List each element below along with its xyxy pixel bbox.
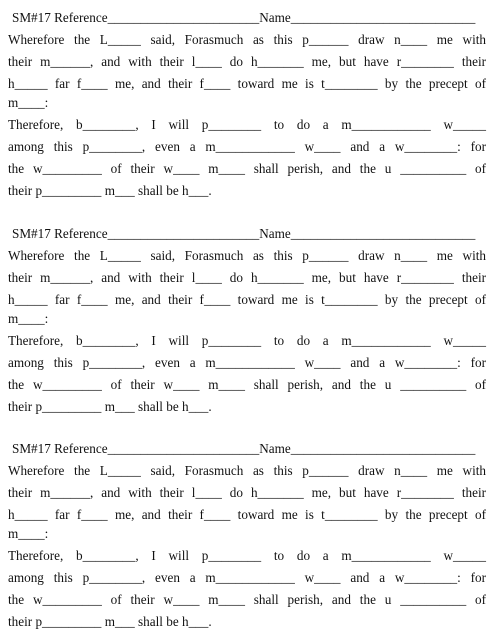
verse-line-8: their p_________ m___ shall be h___. <box>8 399 212 414</box>
worksheet-1 <box>0 0 494 208</box>
verse-line-6: among this p________, even a m____________ w____ and a w________: for <box>8 570 486 585</box>
worksheet-2 <box>0 216 494 424</box>
verse-line-1: Wherefore the L_____ said, Forasmuch as this p______ draw n____ me with <box>8 463 486 478</box>
verse-line-5: Therefore, b________, I will p________ to do a m____________ w_____ <box>8 333 486 348</box>
verse-line-2: their m______, and with their l____ do h_______ me, but have r________ their <box>8 54 486 69</box>
reference-name-header: SM#17 Reference_______________________Name____________________________ <box>12 10 476 25</box>
verse-line-4: m____: <box>8 95 49 110</box>
verse-line-2: their m______, and with their l____ do h_______ me, but have r________ their <box>8 270 486 285</box>
reference-name-header: SM#17 Reference_______________________Name____________________________ <box>12 441 476 456</box>
worksheet-3 <box>0 431 494 639</box>
verse-line-7: the w_________ of their w____ m____ shall perish, and the u __________ of <box>8 377 486 392</box>
reference-name-header: SM#17 Reference_______________________Name____________________________ <box>12 226 476 241</box>
verse-line-3: h_____ far f____ me, and their f____ toward me is t________ by the precept of <box>8 76 486 91</box>
verse-line-3: h_____ far f____ me, and their f____ toward me is t________ by the precept of <box>8 507 486 522</box>
verse-line-6: among this p________, even a m____________ w____ and a w________: for <box>8 355 486 370</box>
verse-line-5: Therefore, b________, I will p________ to do a m____________ w_____ <box>8 548 486 563</box>
verse-line-2: their m______, and with their l____ do h_______ me, but have r________ their <box>8 485 486 500</box>
verse-line-5: Therefore, b________, I will p________ to do a m____________ w_____ <box>8 117 486 132</box>
verse-line-7: the w_________ of their w____ m____ shall perish, and the u __________ of <box>8 592 486 607</box>
verse-line-8: their p_________ m___ shall be h___. <box>8 183 212 198</box>
verse-line-4: m____: <box>8 526 49 541</box>
verse-line-4: m____: <box>8 311 49 326</box>
verse-line-6: among this p________, even a m____________ w____ and a w________: for <box>8 139 486 154</box>
verse-line-8: their p_________ m___ shall be h___. <box>8 614 212 629</box>
verse-line-3: h_____ far f____ me, and their f____ toward me is t________ by the precept of <box>8 292 486 307</box>
verse-line-1: Wherefore the L_____ said, Forasmuch as this p______ draw n____ me with <box>8 248 486 263</box>
verse-line-1: Wherefore the L_____ said, Forasmuch as this p______ draw n____ me with <box>8 32 486 47</box>
verse-line-7: the w_________ of their w____ m____ shall perish, and the u __________ of <box>8 161 486 176</box>
